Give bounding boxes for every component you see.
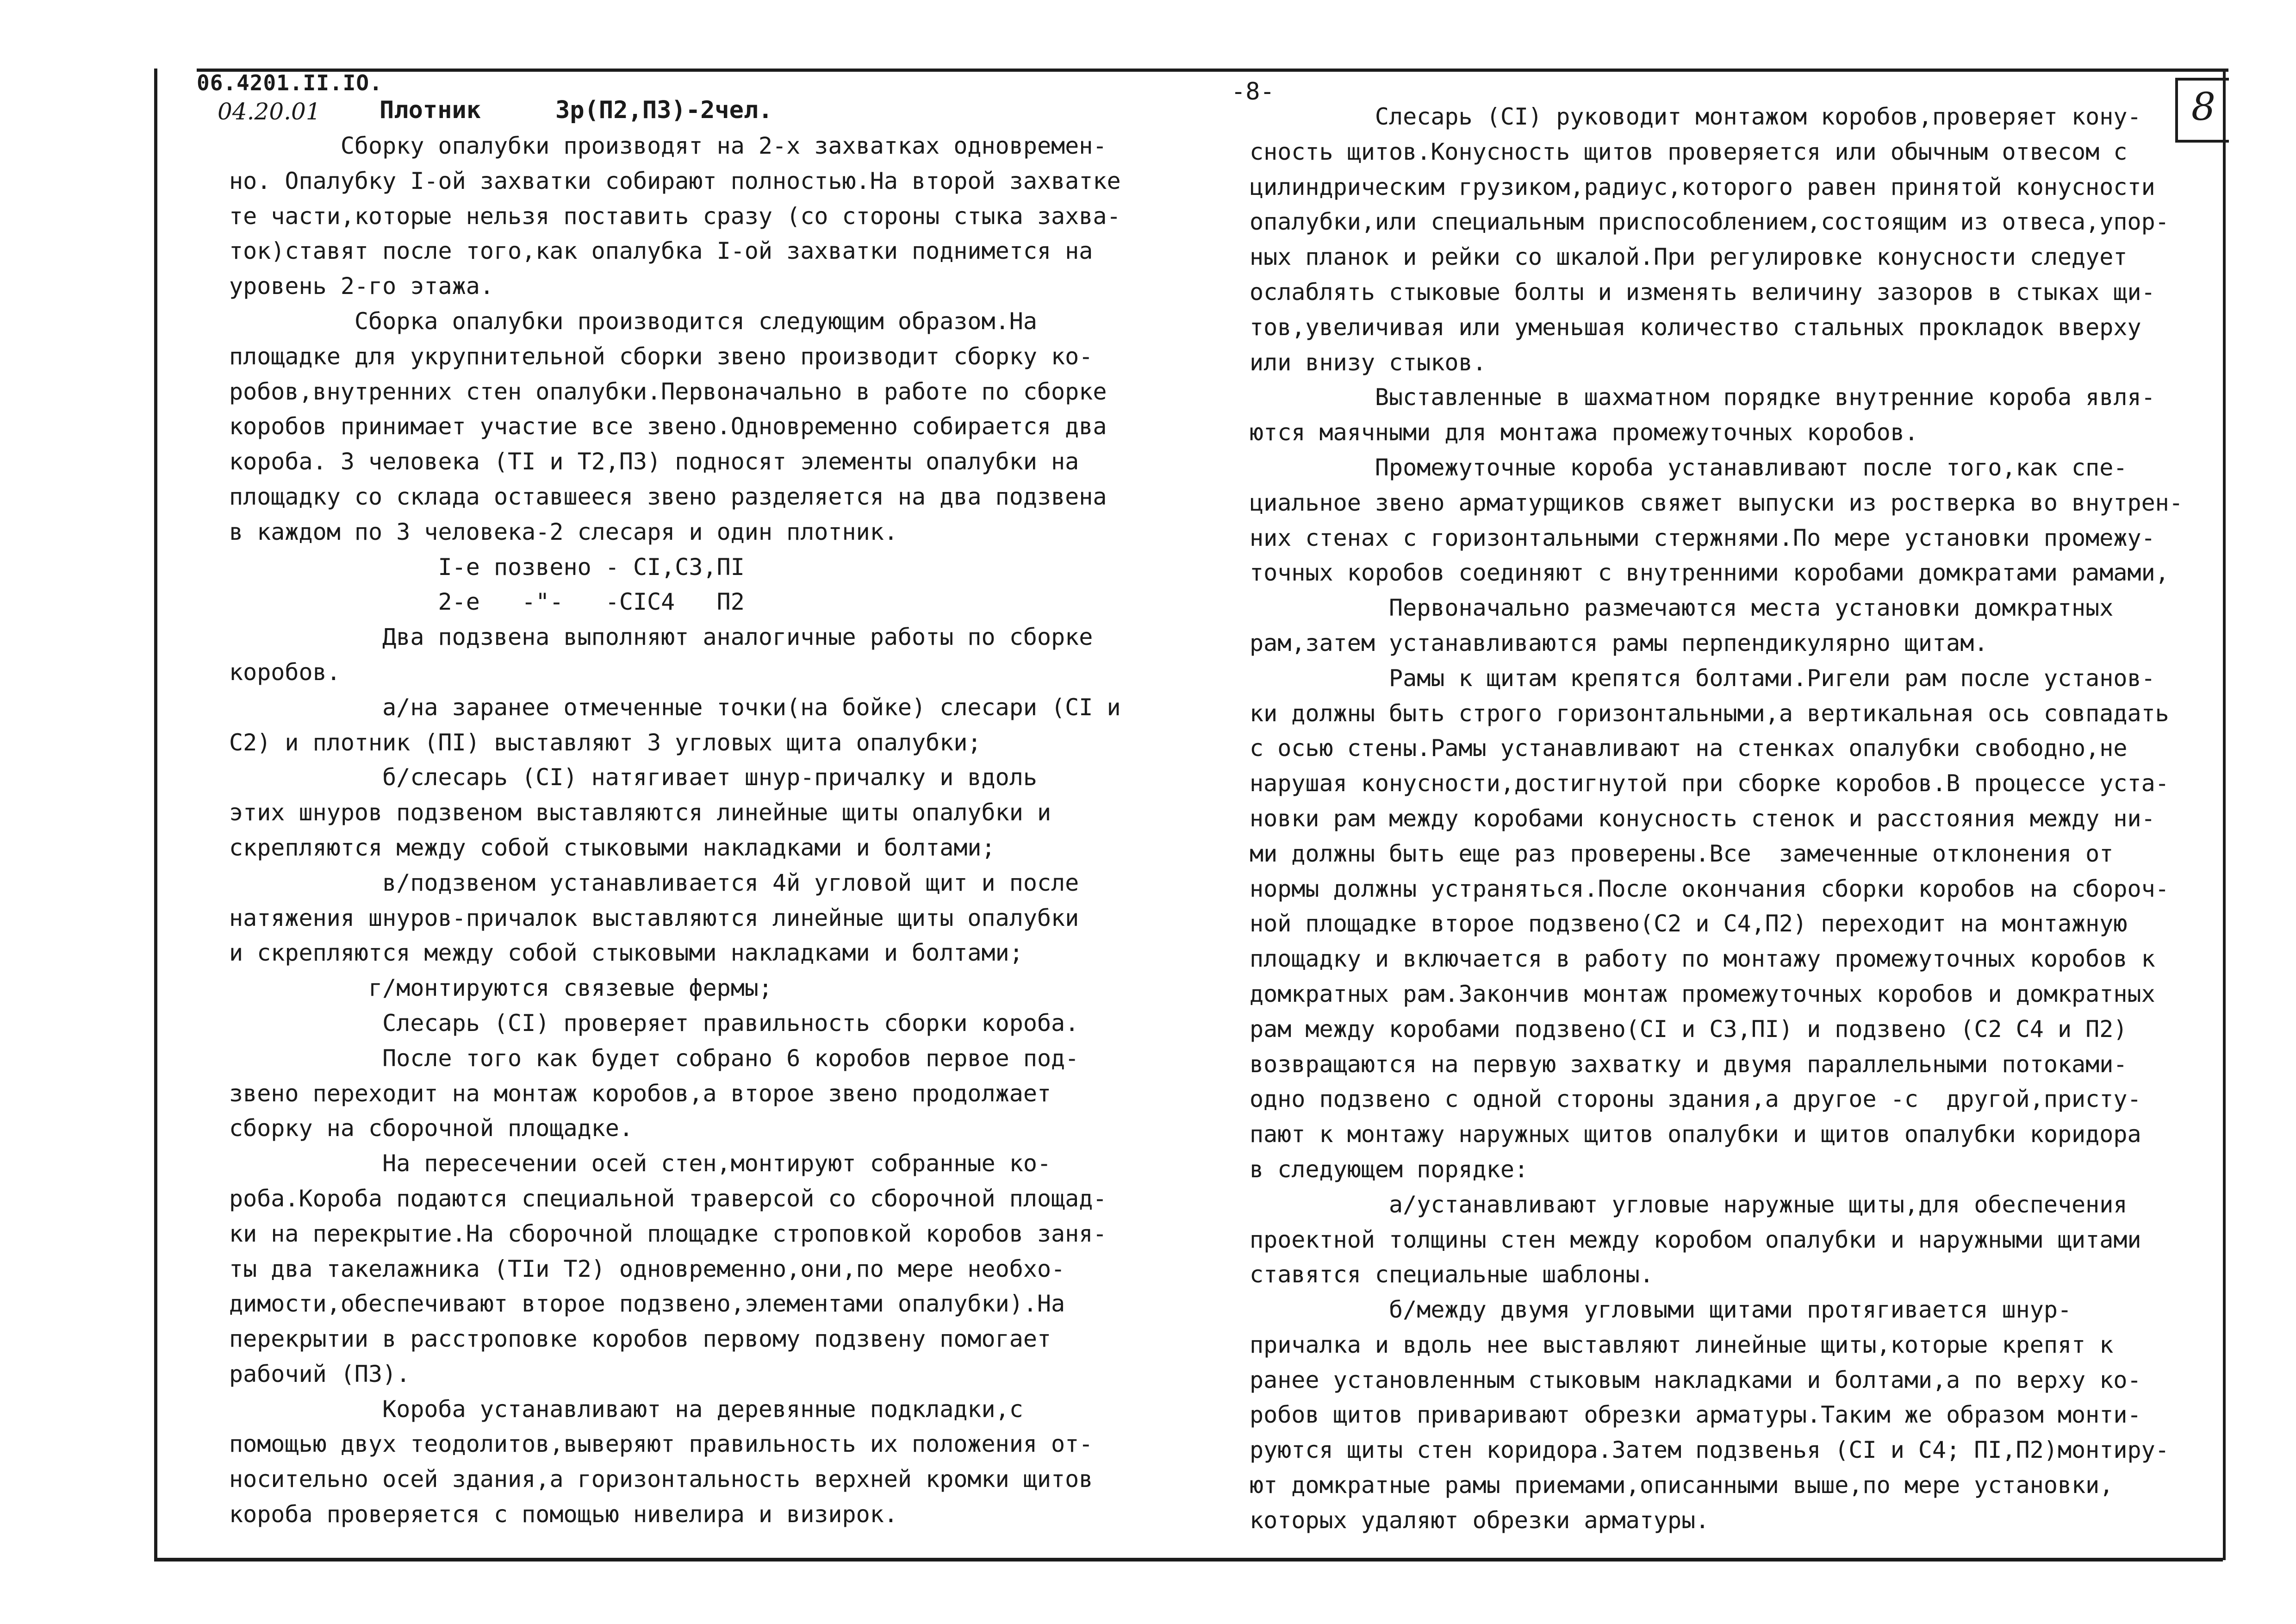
document-code: 06.4201.II.IO.: [197, 70, 383, 95]
text-line: Выставленные в шахматном порядке внутренние короба явля-: [1250, 384, 2155, 411]
text-line: короба проверяется с помощью нивелира и визирок.: [229, 1501, 898, 1528]
text-line: площадке для укрупнительной сборки звено производит сборку ко-: [229, 343, 1093, 370]
text-line: а/устанавливают угловые наружные щиты,для обеспечения: [1250, 1191, 2128, 1218]
page-number: -8-: [1231, 78, 1275, 106]
text-line: Слесарь (СI) руководит монтажом коробов,проверяет кону-: [1250, 103, 2141, 130]
text-line: них стенах с горизонтальными стержнями.По мере установки промежу-: [1250, 524, 2155, 551]
text-line: одно подзвено с одной стороны здания,а другое -с другой,присту-: [1250, 1086, 2141, 1113]
worker-role: Плотник: [380, 96, 481, 124]
sheet-number-box: 8: [2175, 78, 2229, 143]
handwritten-date: 04.20.01: [218, 98, 321, 125]
text-line: ют домкратные рамы приемами,описанными выше,по мере установки,: [1250, 1472, 2114, 1499]
frame-top-border: [197, 69, 2228, 72]
frame-right-border: [2223, 69, 2226, 1560]
text-line: коробов принимает участие все звено.Одновременно собирается два: [229, 413, 1107, 440]
text-line: или внизу стыков.: [1250, 349, 1487, 376]
frame-bottom-border: [154, 1558, 2223, 1562]
text-line: пают к монтажу наружных щитов опалубки и щитов опалубки коридора: [1250, 1121, 2141, 1148]
text-line: ки на перекрытие.На сборочной площадке строповкой коробов заня-: [229, 1220, 1107, 1247]
text-line: тов,увеличивая или уменьшая количество стальных прокладок вверху: [1250, 313, 2141, 341]
text-line: ток)ставят после того,как опалубка I-ой захватки поднимется на: [229, 237, 1093, 265]
text-line: домкратных рам.Закончив монтаж промежуточных коробов и домкратных: [1250, 980, 2155, 1007]
text-line: цилиндрическим грузиком,радиус,которого равен принятой конусности: [1250, 173, 2155, 200]
text-line: площадку со склада оставшееся звено разделяется на два подзвена: [229, 483, 1107, 510]
text-line: а/на заранее отмеченные точки(на бойке) слесари (СI и: [229, 693, 1121, 721]
text-line: нормы должны устраняться.После окончания сборки коробов на сбороч-: [1250, 875, 2169, 902]
text-line: рам между коробами подзвено(СI и С3,ПI) и подзвено (С2 С4 и П2): [1250, 1015, 2128, 1043]
crew-composition: 3р(П2,П3)-2чел.: [555, 96, 773, 124]
text-line: 2-е -"- -СIС4 П2: [229, 588, 745, 616]
text-line: которых удаляют обрезки арматуры.: [1250, 1506, 1710, 1534]
frame-left-border: [154, 69, 157, 1559]
text-line: новки рам между коробами конусность стенок и расстояния между ни-: [1250, 805, 2155, 832]
text-line: ты два такелажника (ТIи Т2) одновременно,они,по мере необхо-: [229, 1255, 1065, 1282]
text-line: перекрытии в расстроповке коробов первому подзвену помогает: [229, 1325, 1052, 1353]
text-line: Сборка опалубки производится следующим образом.На: [229, 307, 1037, 335]
text-line: в/подзвеном устанавливается 4й угловой щит и после: [229, 869, 1079, 896]
text-line: ранее установленным стыковым накладками и болтами,а по верху ко-: [1250, 1366, 2141, 1393]
text-line: коробов.: [229, 658, 341, 686]
text-line: димости,обеспечивают второе подзвено,элементами опалубки).На: [229, 1290, 1065, 1318]
text-line: Промежуточные короба устанавливают после того,как спе-: [1250, 454, 2128, 481]
text-line: рабочий (П3).: [229, 1360, 411, 1387]
text-line: ослаблять стыковые болты и изменять величину зазоров в стыках щи-: [1250, 278, 2155, 306]
text-line: ются маячными для монтажа промежуточных коробов.: [1250, 419, 1918, 446]
text-line: проектной толщины стен между коробом опалубки и наружными щитами: [1250, 1226, 2141, 1253]
text-line: I-е позвено - СI,С3,ПI: [229, 553, 745, 581]
text-line: но. Опалубку I-ой захватки собирают полностью.На второй захватке: [229, 167, 1121, 194]
text-line: этих шнуров подзвеном выставляются линейные щиты опалубки и: [229, 799, 1052, 826]
text-line: Слесарь (СI) проверяет правильность сборки короба.: [229, 1009, 1079, 1037]
text-line: с осью стены.Рамы устанавливают на стенках опалубки свободно,не: [1250, 735, 2128, 762]
right-text-column: [1250, 100, 2212, 1538]
text-line: рам,затем устанавливаются рамы перпендикулярно щитам.: [1250, 629, 1988, 656]
text-line: Сборку опалубки производят на 2-х захватках одновремен-: [229, 132, 1107, 159]
text-line: Рамы к щитам крепятся болтами.Ригели рам после установ-: [1250, 664, 2155, 692]
text-line: сборку на сборочной площадке.: [229, 1115, 633, 1142]
text-line: уровень 2-го этажа.: [229, 273, 494, 300]
text-line: точных коробов соединяют с внутренними коробами домкратами рамами,: [1250, 559, 2169, 587]
text-line: г/монтируются связевые фермы;: [229, 974, 772, 1002]
text-line: ми должны быть еще раз проверены.Все замеченные отклонения от: [1250, 840, 2114, 867]
text-line: скрепляются между собой стыковыми накладками и болтами;: [229, 834, 996, 861]
text-line: в следующем порядке:: [1250, 1156, 1529, 1183]
text-line: ставятся специальные шаблоны.: [1250, 1261, 1654, 1288]
text-line: С2) и плотник (ПI) выставляют 3 угловых щита опалубки;: [229, 729, 982, 756]
text-line: После того как будет собрано 6 коробов первое под-: [229, 1044, 1079, 1072]
text-line: б/слесарь (СI) натягивает шнур-причалку и вдоль: [229, 764, 1037, 791]
text-line: Первоначально размечаются места установки домкратных: [1250, 594, 2114, 622]
text-line: ной площадке второе подзвено(С2 и С4,П2) переходит на монтажную: [1250, 910, 2128, 937]
text-line: ных планок и рейки со шкалой.При регулировке конусности следует: [1250, 244, 2128, 271]
text-line: робов,внутренних стен опалубки.Первоначально в работе по сборке: [229, 378, 1107, 405]
text-line: опалубки,или специальным приспособлением,состоящим из отвеса,упор-: [1250, 208, 2169, 236]
text-line: б/между двумя угловыми щитами протягивается шнур-: [1250, 1296, 2072, 1324]
text-line: носительно осей здания,а горизонтальность верхней кромки щитов: [229, 1466, 1093, 1493]
text-line: роба.Короба подаются специальной траверсой со сборочной площад-: [229, 1185, 1107, 1212]
text-line: сность щитов.Конусность щитов проверяется или обычным отвесом с: [1250, 138, 2128, 165]
text-line: циальное звено арматурщиков свяжет выпуски из ростверка во внутрен-: [1250, 489, 2183, 516]
left-text-column: [229, 129, 1210, 1532]
text-line: короба. 3 человека (ТI и Т2,П3) подносят элементы опалубки на: [229, 448, 1079, 475]
text-line: в каждом по 3 человека-2 слесаря и один плотник.: [229, 518, 898, 545]
text-line: возвращаются на первую захватку и двумя параллельными потоками-: [1250, 1050, 2128, 1078]
text-line: звено переходит на монтаж коробов,а второе звено продолжает: [229, 1080, 1052, 1107]
text-line: и скрепляются между собой стыковыми накладками и болтами;: [229, 939, 1023, 967]
text-line: Два подзвена выполняют аналогичные работы по сборке: [229, 624, 1093, 651]
text-line: площадку и включается в работу по монтажу промежуточных коробов к: [1250, 945, 2155, 973]
text-line: ки должны быть строго горизонтальными,а вертикальная ось совпадать: [1250, 700, 2169, 727]
text-line: причалка и вдоль нее выставляют линейные щиты,которые крепят к: [1250, 1331, 2114, 1358]
text-line: робов щитов приваривают обрезки арматуры.Таким же образом монти-: [1250, 1401, 2141, 1429]
text-line: помощью двух теодолитов,выверяют правильность их положения от-: [229, 1430, 1093, 1458]
text-line: Короба устанавливают на деревянные подкладки,с: [229, 1395, 1023, 1423]
text-line: те части,которые нельзя поставить сразу (со стороны стыка захва-: [229, 202, 1121, 230]
text-line: натяжения шнуров-причалок выставляются линейные щиты опалубки: [229, 904, 1079, 931]
text-line: На пересечении осей стен,монтируют собранные ко-: [229, 1150, 1052, 1177]
text-line: руются щиты стен коридора.Затем подзвенья (СI и С4; ПI,П2)монтиру-: [1250, 1437, 2169, 1464]
text-line: нарушая конусности,достигнутой при сборке коробов.В процессе уста-: [1250, 770, 2169, 797]
